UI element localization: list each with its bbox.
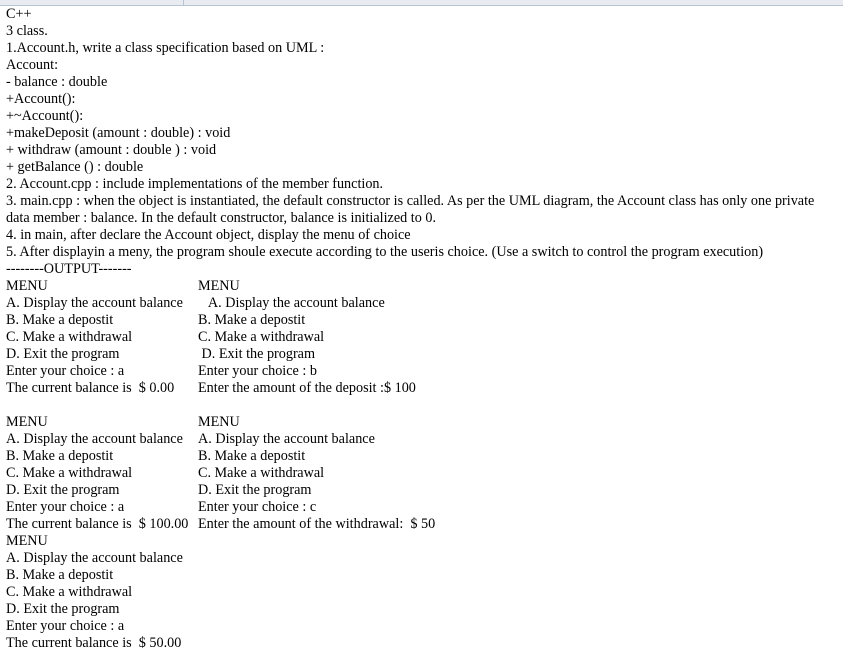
- output-right: B. Make a depostit: [198, 448, 306, 464]
- output-row: [6, 278, 841, 295]
- uml-member: + getBalance () : double: [6, 159, 144, 175]
- output-row: [6, 312, 841, 329]
- output-left: C. Make a withdrawal: [6, 465, 133, 481]
- output-line: The current balance is $ 50.00: [6, 635, 182, 651]
- instruction-line: 1.Account.h, write a class specification based on UML :: [6, 40, 325, 56]
- output-right: A. Display the account balance: [198, 431, 375, 447]
- doc-language: C++: [6, 6, 32, 22]
- instruction-line: 2. Account.cpp : include implementations of the member function.: [6, 176, 384, 192]
- output-left: MENU: [6, 278, 48, 294]
- window-top-divider: [183, 0, 184, 5]
- output-row: [6, 516, 841, 533]
- output-right: C. Make a withdrawal: [198, 329, 325, 345]
- document-body: [6, 6, 841, 652]
- output-right: Enter your choice : c: [198, 499, 317, 515]
- uml-member: +Account():: [6, 91, 76, 107]
- uml-class-name: Account:: [6, 57, 59, 73]
- uml-member: + withdraw (amount : double ) : void: [6, 142, 217, 158]
- output-row: [6, 499, 841, 516]
- output-right: MENU: [198, 278, 240, 294]
- output-left: C. Make a withdrawal: [6, 329, 133, 345]
- output-right: A. Display the account balance: [198, 295, 385, 311]
- instruction-line: 4. in main, after declare the Account object, display the menu of choice: [6, 227, 411, 243]
- output-left: Enter your choice : a: [6, 363, 125, 379]
- output-left: The current balance is $ 100.00: [6, 516, 189, 532]
- uml-member: +~Account():: [6, 108, 84, 124]
- output-row: [6, 431, 841, 448]
- output-right: C. Make a withdrawal: [198, 465, 325, 481]
- output-line: D. Exit the program: [6, 601, 120, 617]
- output-line: B. Make a depostit: [6, 567, 114, 583]
- uml-member: +makeDeposit (amount : double) : void: [6, 125, 231, 141]
- output-left: D. Exit the program: [6, 482, 120, 498]
- uml-member: - balance : double: [6, 74, 108, 90]
- output-row: [6, 465, 841, 482]
- output-left: Enter your choice : a: [6, 499, 125, 515]
- output-left: B. Make a depostit: [6, 312, 114, 328]
- output-right: D. Exit the program: [198, 482, 312, 498]
- output-line: C. Make a withdrawal: [6, 584, 133, 600]
- output-line: A. Display the account balance: [6, 550, 183, 566]
- output-row: [6, 380, 841, 397]
- output-row: [6, 414, 841, 431]
- output-right: MENU: [198, 414, 240, 430]
- output-row: [6, 448, 841, 465]
- output-row: [6, 363, 841, 380]
- output-left: B. Make a depostit: [6, 448, 114, 464]
- output-left: MENU: [6, 414, 48, 430]
- output-line: Enter your choice : a: [6, 618, 125, 634]
- output-left: The current balance is $ 0.00: [6, 380, 175, 396]
- output-row: [6, 482, 841, 499]
- output-right: D. Exit the program: [198, 346, 316, 362]
- output-left: A. Display the account balance: [6, 295, 183, 311]
- output-heading: --------OUTPUT-------: [6, 261, 132, 277]
- doc-subtitle: 3 class.: [6, 23, 48, 39]
- output-right: Enter the amount of the deposit :$ 100: [198, 380, 416, 396]
- output-right: Enter your choice : b: [198, 363, 317, 379]
- output-right: Enter the amount of the withdrawal: $ 50: [198, 516, 436, 532]
- output-left: D. Exit the program: [6, 346, 120, 362]
- output-right: B. Make a depostit: [198, 312, 306, 328]
- output-row: [6, 329, 841, 346]
- output-line: MENU: [6, 533, 48, 549]
- blank-line: [6, 397, 841, 414]
- instruction-line: 3. main.cpp : when the object is instantiated, the default constructor is called. As per the UML diagram, the Account class has only one private data member : balance. In the default constructor, balance is initialized to 0.: [6, 193, 815, 226]
- instruction-line: 5. After displayin a meny, the program shoule execute according to the useris choice. (Use a switch to control the program execution): [6, 244, 764, 260]
- output-row: [6, 295, 841, 312]
- output-row: [6, 346, 841, 363]
- output-left: A. Display the account balance: [6, 431, 183, 447]
